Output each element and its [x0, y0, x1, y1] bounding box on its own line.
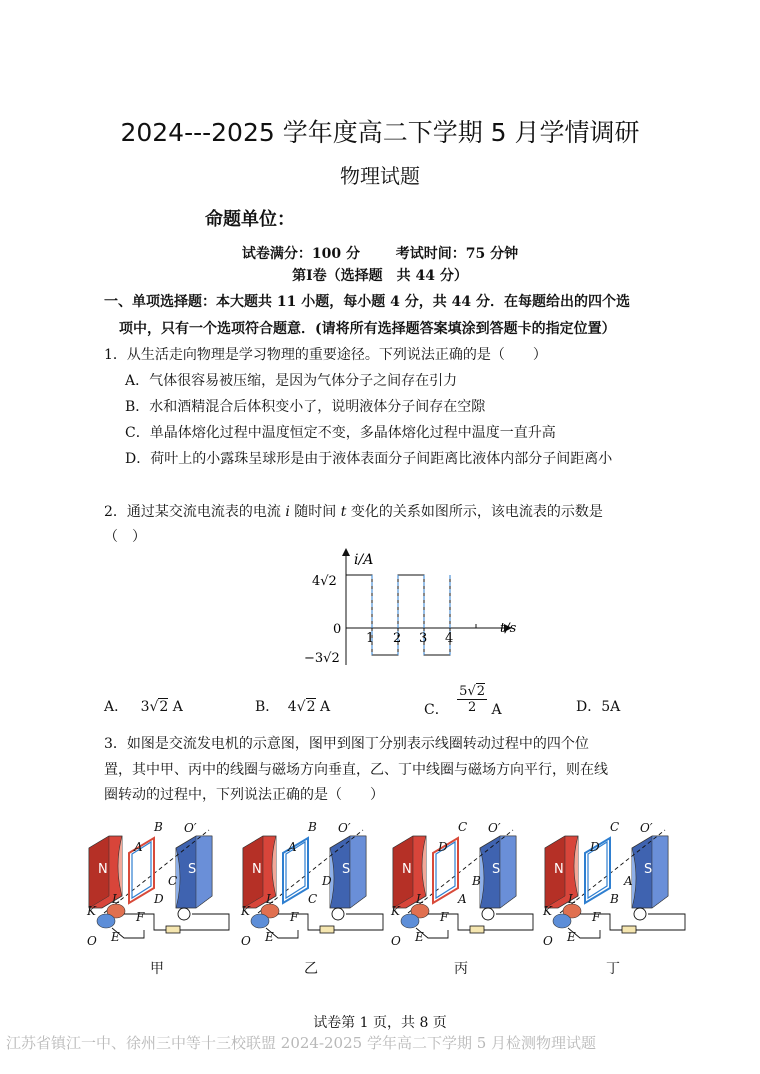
q3-stem-line2: 置，其中甲、丙中的线圈与磁场方向垂直，乙、丁中线圈与磁场方向平行，则在线	[104, 762, 608, 778]
q2-stem	[104, 501, 603, 521]
label-f: F	[440, 910, 449, 924]
q3-stem-line3: 圈转动的过程中，下列说法正确的是（ ）	[104, 787, 384, 803]
label-left: A	[288, 840, 297, 854]
label-bottom: D	[154, 892, 164, 906]
q2-option-a: A． 3√2 A	[104, 699, 183, 715]
ammeter-icon	[332, 908, 344, 920]
resistor-icon	[166, 926, 180, 933]
x-tick-1: 1	[366, 631, 375, 646]
ammeter-icon	[178, 908, 190, 920]
label-s: S	[188, 862, 197, 877]
slip-ring	[401, 914, 419, 928]
label-e: E	[567, 930, 576, 944]
q2-option-d: D．5A	[576, 699, 621, 715]
label-s: S	[492, 862, 501, 877]
generator-figure	[84, 818, 234, 978]
label-axis: O′	[184, 821, 197, 835]
label-right: C	[168, 874, 178, 888]
option-radicand: 2	[476, 684, 486, 699]
label-o: O	[543, 934, 553, 948]
y-axis-label: i/A	[354, 552, 374, 568]
label-o: O	[241, 934, 251, 948]
neg-value-label: −3√2	[304, 651, 340, 666]
q2-stem-part: 变化的关系如图所示，该电流表的示数是	[346, 504, 603, 520]
label-k: K	[543, 904, 552, 918]
slip-ring	[251, 914, 269, 928]
x-tick-2: 2	[393, 631, 402, 646]
x-tick-3: 3	[419, 631, 428, 646]
label-k: K	[241, 904, 250, 918]
label-bottom: C	[308, 892, 318, 906]
label-l: L	[266, 892, 274, 906]
q2-paren: （ ）	[104, 529, 146, 545]
q2-option-b: B． 4√2 A	[255, 699, 331, 715]
label-n: N	[252, 862, 262, 877]
section-instructions-1: 一、单项选择题：本大题共 11 小题，每小题 4 分，共 44 分．在每题给出的四个选	[104, 294, 630, 310]
option-fraction: $\frac{5√2}{2}$	[459, 684, 486, 715]
resistor-icon	[320, 926, 334, 933]
label-top: C	[610, 820, 620, 834]
option-letter: C．	[424, 701, 449, 718]
option-unit: A	[491, 701, 502, 718]
generator-diagram	[388, 818, 538, 953]
q1-option-d: D．荷叶上的小露珠呈球形是由于液体表面分子间距离比液体内部分子间距离小	[125, 451, 613, 467]
label-e: E	[265, 930, 274, 944]
option-unit: A	[319, 699, 331, 715]
option-letter: A．	[104, 699, 129, 715]
ammeter-icon	[482, 908, 494, 920]
q2-option-c	[424, 684, 502, 718]
option-radicand: 2	[159, 699, 169, 715]
section-instructions-2: 项中，只有一个选项符合题意．(请将所有选择题答案填涂到答题卡的指定位置）	[119, 321, 616, 337]
option-denominator: 2	[467, 700, 477, 715]
label-e: E	[415, 930, 424, 944]
generator-diagram	[540, 818, 690, 953]
label-o: O	[391, 934, 401, 948]
q1-option-c: C．单晶体熔化过程中温度恒定不变，多晶体熔化过程中温度一直升高	[125, 425, 556, 441]
label-l: L	[568, 892, 576, 906]
label-top: B	[154, 820, 163, 834]
label-n: N	[554, 862, 564, 877]
generator-figure	[238, 818, 388, 978]
figure-caption: 丁	[606, 961, 620, 977]
label-bottom: A	[458, 892, 467, 906]
figure-caption: 甲	[150, 961, 164, 977]
q2-stem-part: 2．通过某交流电流表的电流	[104, 504, 286, 520]
label-left: D	[438, 840, 448, 854]
ammeter-icon	[634, 908, 646, 920]
label-o: O	[87, 934, 97, 948]
q2-current-graph	[300, 545, 530, 675]
label-e: E	[111, 930, 120, 944]
label-f: F	[592, 910, 601, 924]
label-n: N	[402, 862, 412, 877]
figure-caption: 乙	[304, 961, 318, 977]
label-right: A	[624, 874, 633, 888]
slip-ring	[97, 914, 115, 928]
q3-stem-line1: 3．如图是交流发电机的示意图，图甲到图丁分别表示线圈转动过程中的四个位	[104, 736, 589, 752]
option-radicand: 2	[306, 699, 316, 715]
resistor-icon	[622, 926, 636, 933]
setter-unit-label: 命题单位：	[205, 209, 295, 230]
x-tick-4: 4	[445, 631, 454, 646]
label-s: S	[342, 862, 351, 877]
label-top: C	[458, 820, 468, 834]
generator-diagram	[84, 818, 234, 953]
generator-diagram	[238, 818, 388, 953]
option-unit: A	[172, 699, 183, 715]
q1-option-b: B．水和酒精混合后体积变小了，说明液体分子间存在空隙	[125, 399, 486, 415]
label-f: F	[136, 910, 145, 924]
label-bottom: B	[610, 892, 619, 906]
generator-figure	[540, 818, 690, 978]
option-coef: 5	[459, 684, 468, 699]
label-k: K	[391, 904, 400, 918]
q2-stem-part: 随时间	[289, 504, 341, 520]
label-k: K	[87, 904, 96, 918]
watermark-source: 江苏省镇江一中、徐州三中等十三校联盟 2024-2025 学年高二下学期 5 月检测物理试题	[6, 1034, 597, 1052]
label-s: S	[644, 862, 653, 877]
dashed-guides	[372, 575, 450, 655]
label-n: N	[98, 862, 108, 877]
label-right: B	[472, 874, 481, 888]
q1-stem: 1．从生活走向物理是学习物理的重要途径。下列说法正确的是（ ）	[104, 347, 547, 363]
option-coef: 3	[140, 699, 150, 715]
q1-option-a: A．气体很容易被压缩，是因为气体分子之间存在引力	[125, 373, 458, 389]
exam-title: 2024---2025 学年度高二下学期 5 月学情调研	[120, 118, 640, 147]
generator-figure	[388, 818, 538, 978]
label-axis: O′	[488, 821, 501, 835]
label-left: A	[134, 840, 143, 854]
origin-label: 0	[333, 622, 342, 637]
figure-caption: 丙	[454, 961, 468, 977]
exam-subtitle: 物理试题	[340, 164, 420, 188]
exam-time: 考试时间：75 分钟	[395, 246, 519, 262]
page-number: 试卷第 1 页，共 8 页	[313, 1015, 447, 1031]
q2-var-i: i	[285, 504, 290, 520]
part-heading: 第Ⅰ卷（选择题 共 44 分）	[292, 268, 468, 284]
option-coef: 4	[287, 699, 297, 715]
label-l: L	[416, 892, 424, 906]
label-top: B	[308, 820, 317, 834]
label-axis: O′	[338, 821, 351, 835]
label-f: F	[290, 910, 299, 924]
resistor-icon	[470, 926, 484, 933]
label-l: L	[112, 892, 120, 906]
q2-var-t: t	[340, 504, 347, 520]
exam-meta	[0, 243, 760, 263]
option-letter: B．	[255, 699, 280, 715]
label-left: D	[590, 840, 600, 854]
pos-value-label: 4√2	[312, 574, 337, 589]
slip-ring	[553, 914, 571, 928]
full-score: 试卷满分：100 分	[241, 246, 360, 262]
label-axis: O′	[640, 821, 653, 835]
x-axis-label: t/s	[500, 621, 517, 636]
label-right: D	[322, 874, 332, 888]
